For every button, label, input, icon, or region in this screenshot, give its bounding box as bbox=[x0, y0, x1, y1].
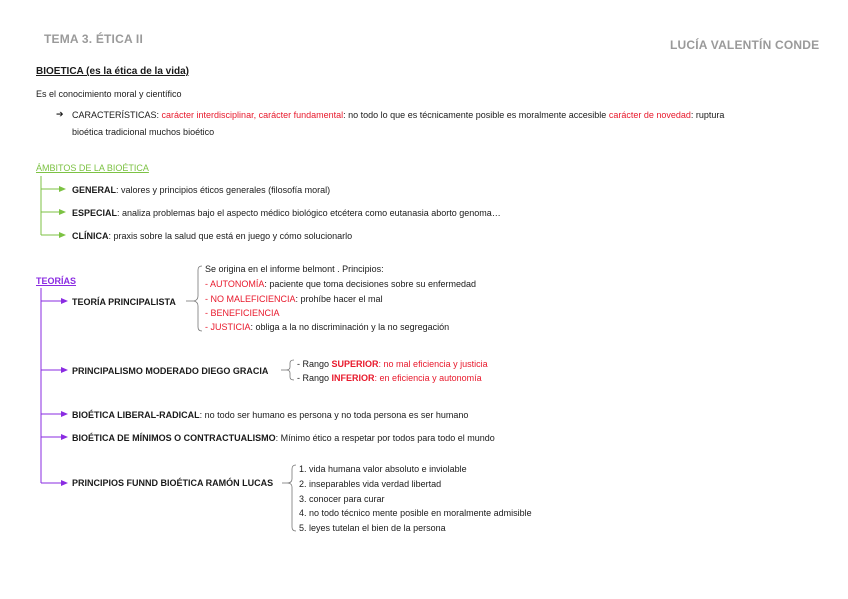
section-title-bioetica: BIOETICA (es la ética de la vida) bbox=[36, 66, 190, 77]
arrowhead-icon bbox=[61, 434, 68, 440]
arrowhead-icon bbox=[61, 480, 68, 486]
arrowhead-icon bbox=[61, 298, 68, 304]
arrowhead-icon bbox=[61, 367, 68, 373]
brace-lucas bbox=[287, 465, 296, 531]
brace-moderado bbox=[286, 360, 294, 380]
teoria-text: : Mínimo ético a respetar por todos para todo el mundo bbox=[275, 433, 495, 443]
teoria-label: BIOÉTICA LIBERAL-RADICAL bbox=[72, 410, 200, 420]
header-left: TEMA 3. ÉTICA II bbox=[44, 32, 143, 46]
principio-text: : obliga a la no discriminación y la no segregación bbox=[250, 322, 450, 332]
ambito-text: : valores y principios éticos generales (filosofía moral) bbox=[116, 185, 331, 195]
arrowhead-icon bbox=[61, 411, 68, 417]
ambito-text: : analiza problemas bajo el aspecto médico biológico etcétera como eutanasia aborto genoma… bbox=[117, 208, 501, 218]
rango-text: : no mal eficiencia y justicia bbox=[378, 359, 488, 369]
rango-text: : en eficiencia y autonomía bbox=[374, 373, 482, 383]
principalista-intro: Se origina en el informe belmont . Principios: bbox=[205, 264, 384, 274]
principio-text: : prohíbe hacer el mal bbox=[295, 294, 383, 304]
brace-connectors bbox=[186, 301, 287, 483]
caract-fundamental: carácter fundamental bbox=[258, 110, 344, 120]
lucas-item-4: 4. no todo técnico mente posible en moralmente admisible bbox=[299, 508, 532, 518]
lucas-item-1: 1. vida humana valor absoluto e inviolable bbox=[299, 464, 467, 474]
right-arrow-icon: ➔ bbox=[56, 109, 64, 119]
lucas-item-3: 3. conocer para curar bbox=[299, 494, 385, 504]
principio-name: JUSTICIA bbox=[210, 322, 251, 332]
rango-prefix: - Rango bbox=[297, 359, 332, 369]
principalismo-moderado-label: PRINCIPALISMO MODERADO DIEGO GRACIA bbox=[72, 366, 269, 376]
caract-novedad: carácter de novedad bbox=[608, 110, 691, 120]
principio-name: BENEFICIENCIA bbox=[210, 308, 280, 318]
dash: - bbox=[205, 279, 211, 289]
arrowhead-icon bbox=[59, 186, 66, 192]
caract-mid-text: : no todo lo que es técnicamente posible es moralmente accesible bbox=[343, 110, 607, 120]
teoria-text: : no todo ser humano es persona y no toda persona es ser humano bbox=[199, 410, 469, 420]
principio-name: NO MALEFICIENCIA bbox=[210, 294, 296, 304]
brace-principalista bbox=[194, 266, 202, 331]
principio-text: : paciente que toma decisiones sobre su enfermedad bbox=[264, 279, 476, 289]
teorias-arrowheads bbox=[61, 298, 68, 486]
principio-name: AUTONOMÍA bbox=[210, 279, 265, 289]
rango-key: INFERIOR bbox=[331, 373, 375, 383]
principios-ramon-lucas-label: PRINCIPIOS FUNND BIOÉTICA RAMÓN LUCAS bbox=[72, 478, 274, 488]
teoria-label: BIOÉTICA DE MÍNIMOS O CONTRACTUALISMO bbox=[72, 433, 276, 443]
teoria-principalista-label: TEORÍA PRINCIPALISTA bbox=[72, 297, 176, 307]
rango-key: SUPERIOR bbox=[331, 359, 379, 369]
dash: - bbox=[205, 294, 211, 304]
ambito-label: CLÍNICA bbox=[72, 231, 109, 241]
caract-interdisciplinar: carácter interdisciplinar, bbox=[161, 110, 257, 120]
teorias-tree bbox=[41, 288, 62, 483]
section-title-ambitos: ÁMBITOS DE LA BIOÉTICA bbox=[36, 163, 149, 173]
section-title-teorias: TEORÍAS bbox=[36, 276, 77, 286]
definition-text: Es el conocimiento moral y científico bbox=[36, 89, 182, 99]
ambitos-tree bbox=[41, 176, 60, 235]
arrowhead-icon bbox=[59, 232, 66, 238]
braces bbox=[194, 266, 296, 531]
rango-prefix: - Rango bbox=[297, 373, 332, 383]
caracteristicas-line2: bioética tradicional muchos bioético bbox=[72, 127, 215, 137]
caracteristicas-label: CARACTERÍSTICAS: bbox=[72, 110, 160, 120]
lucas-item-5: 5. leyes tutelan el bien de la persona bbox=[299, 523, 446, 533]
dash: - bbox=[205, 308, 211, 318]
ambito-label: GENERAL bbox=[72, 185, 117, 195]
caract-end-text: : ruptura bbox=[690, 110, 725, 120]
ambitos-arrowheads bbox=[59, 186, 66, 238]
dash: - bbox=[205, 322, 211, 332]
ambito-text: : praxis sobre la salud que está en juego y cómo solucionarlo bbox=[108, 231, 353, 241]
ambito-label: ESPECIAL bbox=[72, 208, 118, 218]
header-right: LUCÍA VALENTÍN CONDE bbox=[670, 38, 820, 52]
lucas-item-2: 2. inseparables vida verdad libertad bbox=[299, 479, 442, 489]
arrowhead-icon bbox=[59, 209, 66, 215]
